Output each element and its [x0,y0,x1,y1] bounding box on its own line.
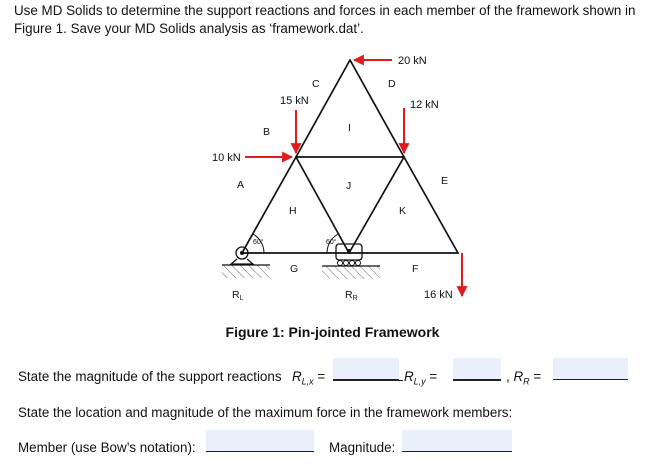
member-right-diagonal [349,157,407,253]
bows-label-e: E [441,175,449,187]
rlx-answer-field[interactable] [333,358,399,380]
member-top-right [350,60,404,157]
label-12kn: 12 kN [410,99,439,111]
intro-line-2: Figure 1. Save your MD Solids analysis as ‘framework.dat’. [14,20,364,36]
member-left-outer [242,157,296,253]
symbol-rly: $R_{L,y}$ = [404,369,438,387]
bows-label-f: F [412,263,419,275]
member-label: Member (use Bow’s notation): [18,440,196,455]
left-ground-hatch [222,265,270,278]
symbol-rr: , $R_R$ = [506,369,542,387]
intro-line-1: Use MD Solids to determine the support reactions and forces in each member of the framework shown in [14,3,636,18]
reaction-label-left: RL [232,289,244,302]
member-answer-field[interactable] [206,430,314,452]
rlx-underline [333,379,403,381]
member-left-diagonal [296,157,352,253]
bows-label-d: D [388,78,396,90]
question-support-reactions: State the magnitude of the support reactions [18,369,282,384]
member-right-outer [404,157,458,253]
bows-label-c: C [312,78,320,90]
bows-label-g: G [290,263,299,275]
magnitude-label: Magnitude: [329,440,396,455]
bows-label-b: B [263,126,271,138]
bows-label-h: H [289,205,297,217]
rr-answer-field[interactable] [553,358,628,380]
right-ground-hatch [322,266,380,279]
left-support [222,247,270,278]
angle-label-left: 60° [253,239,264,246]
bows-label-j: J [346,180,352,192]
member-top-left [296,60,350,157]
magnitude-answer-field[interactable] [402,430,512,452]
bows-label-i: I [348,122,351,134]
label-10kn: 10 kN [212,152,241,164]
label-15kn: 15 kN [280,95,309,107]
rly-underline [453,379,501,381]
rly-answer-field[interactable] [453,358,501,380]
angle-label-right: 60° [326,239,337,246]
figure-caption: Figure 1: Pin-jointed Framework [225,324,440,340]
label-16kn: 16 kN [424,289,453,301]
symbol-rlx: $R_{L,x}$ = [292,369,326,387]
reaction-label-right: RR [345,289,358,302]
label-20kn: 20 kN [398,55,427,67]
bows-label-k: K [399,205,407,217]
bows-label-a: A [237,179,245,191]
question-maximum-force: State the location and magnitude of the maximum force in the framework members: [18,405,513,420]
